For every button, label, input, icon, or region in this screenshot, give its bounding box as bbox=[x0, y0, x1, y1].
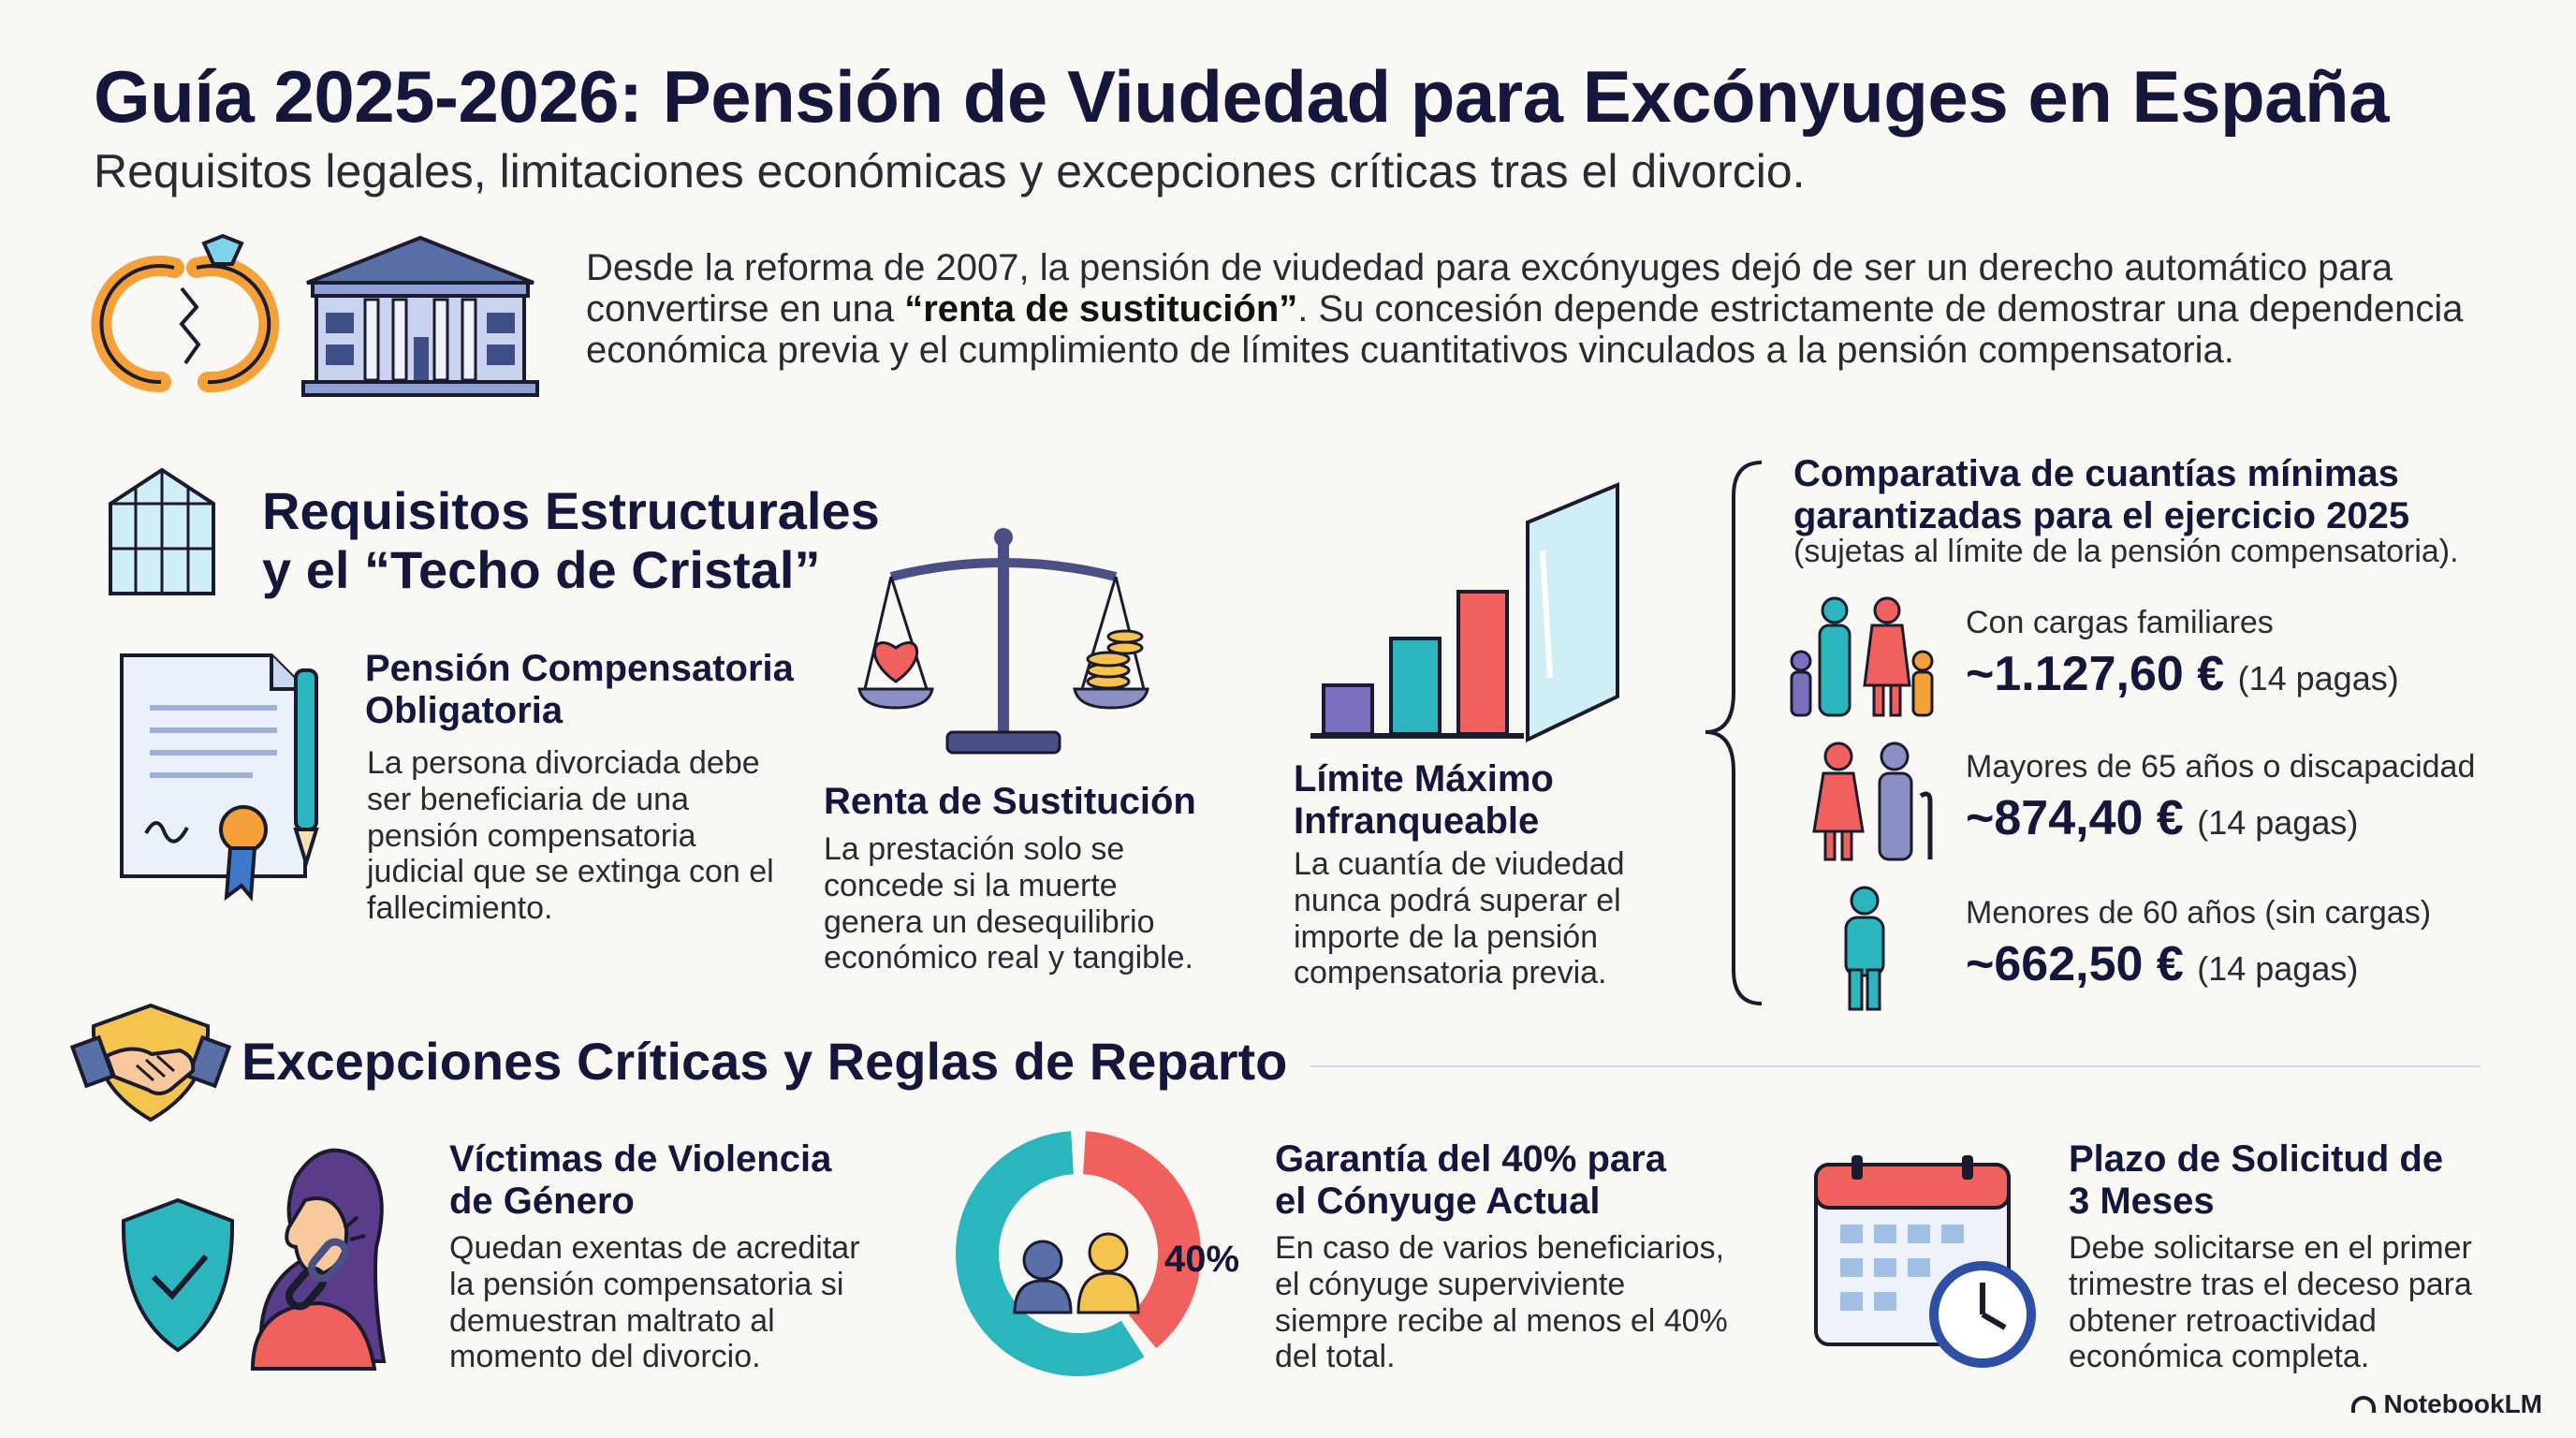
contract-pen-icon bbox=[94, 652, 337, 910]
intro-paragraph: Desde la reforma de 2007, la pensión de viudedad para excónyuges dejó de ser un derecho automático para convertirse en una “renta de sustitución”. Su concesión depende estrictamente de demostrar una dependencia económica previa y el cumplimiento de límites cuantitativos vinculados a la pensión compensatoria. bbox=[586, 247, 2464, 371]
amount-value-mayores: ~874,40 € (14 pagas) bbox=[1966, 791, 2359, 845]
donut-40-icon bbox=[957, 1129, 1266, 1378]
card-title-renta-sustitucion: Renta de Sustitución bbox=[824, 781, 1196, 822]
amount-value-cargas: ~1.127,60 € (14 pagas) bbox=[1966, 647, 2399, 701]
courthouse-icon bbox=[300, 234, 541, 397]
card-text-limite-maximo: La cuantía de viudedad nunca podrá superar el importe de la pensión compensatoria previa. bbox=[1294, 846, 1625, 991]
handshake-icon bbox=[77, 1000, 225, 1125]
notebooklm-brand: NotebookLM bbox=[2351, 1389, 2542, 1419]
requisitos-heading: Requisitos Estructurales y el “Techo de Cristal” bbox=[262, 481, 880, 600]
page-title: Guía 2025-2026: Pensión de Viudedad para Excónyuges en España bbox=[94, 55, 2390, 138]
donut-percent-label: 40% bbox=[1164, 1239, 1240, 1280]
amount-label-menores: Menores de 60 años (sin cargas) bbox=[1966, 895, 2432, 931]
excepciones-heading: Excepciones Críticas y Reglas de Reparto bbox=[242, 1032, 1288, 1091]
calendar-clock-icon bbox=[1812, 1153, 2033, 1369]
broken-ring-icon bbox=[92, 232, 270, 401]
section-divider bbox=[1310, 1065, 2481, 1067]
amount-value-menores: ~662,50 € (14 pagas) bbox=[1966, 937, 2359, 991]
comparativa-heading: Comparativa de cuantías mínimas garantizadas para el ejercicio 2025 bbox=[1793, 453, 2410, 536]
elderly-couple-icon bbox=[1805, 740, 1941, 861]
card-text-pension-compensatoria: La persona divorciada debe ser beneficiaria de una pensión compensatoria judicial que se extinga con el fallecimiento. bbox=[367, 745, 774, 926]
card-text-garantia-40: En caso de varios beneficiarios, el cónyuge superviviente siempre recibe al menos el 40% del total. bbox=[1275, 1230, 1728, 1375]
card-title-plazo-solicitud: Plazo de Solicitud de 3 Meses bbox=[2069, 1138, 2444, 1222]
intro-highlight: “renta de sustitución” bbox=[904, 288, 1298, 330]
card-title-garantia-40: Garantía del 40% para el Cónyuge Actual bbox=[1275, 1138, 1666, 1222]
card-text-violencia-genero: Quedan exentas de acreditar la pensión compensatoria si demuestran maltrato al momento del divorcio. bbox=[449, 1230, 860, 1375]
amount-label-cargas: Con cargas familiares bbox=[1966, 605, 2274, 640]
card-text-plazo-solicitud: Debe solicitarse en el primer trimestre tras el deceso para obtener retroactividad económica completa. bbox=[2069, 1230, 2472, 1375]
scales-icon bbox=[854, 521, 1153, 764]
card-title-violencia-genero: Víctimas de Violencia de Género bbox=[449, 1138, 832, 1222]
card-text-renta-sustitucion: La prestación solo se concede si la muerte genera un desequilibrio económico real y tangible. bbox=[824, 831, 1194, 976]
family-icon bbox=[1788, 595, 1936, 717]
bar-glass-icon bbox=[1303, 481, 1629, 747]
person-icon bbox=[1835, 886, 1895, 1011]
glass-greenhouse-icon bbox=[92, 466, 232, 599]
card-title-limite-maximo: Límite Máximo Infranqueable bbox=[1294, 758, 1554, 842]
card-title-pension-compensatoria: Pensión Compensatoria Obligatoria bbox=[365, 648, 794, 731]
notebooklm-logo-icon bbox=[2351, 1396, 2376, 1413]
comparativa-note: (sujetas al límite de la pensión compensatoria). bbox=[1793, 534, 2459, 569]
amount-label-mayores: Mayores de 65 años o discapacidad bbox=[1966, 749, 2476, 785]
shield-woman-icon bbox=[112, 1135, 393, 1371]
curly-brace bbox=[1700, 459, 1775, 1007]
page-subtitle: Requisitos legales, limitaciones económicas y excepciones críticas tras el divorcio. bbox=[94, 145, 1806, 198]
